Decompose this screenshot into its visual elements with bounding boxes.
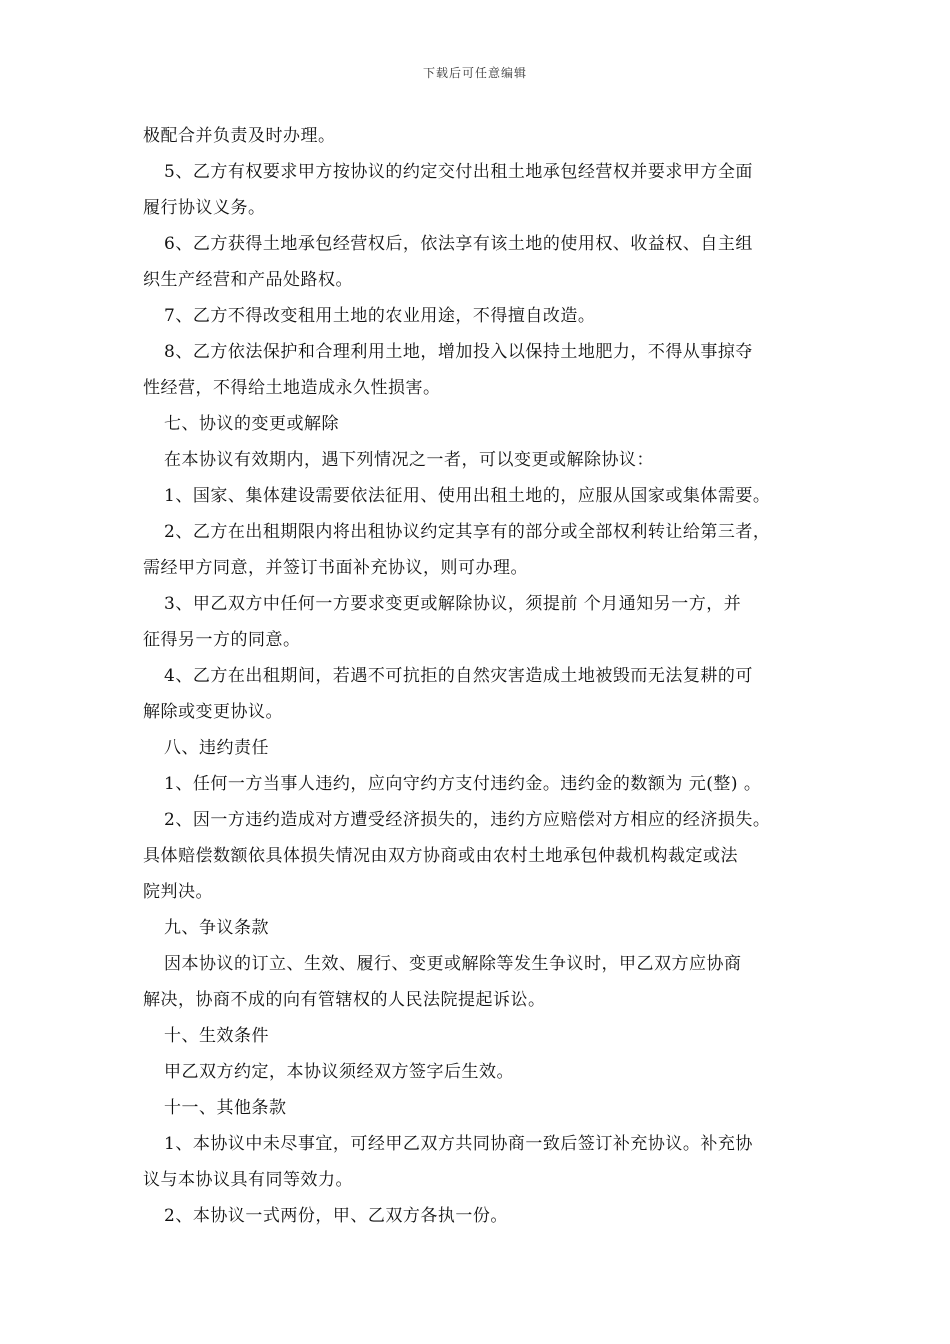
- text-line: 具体赔偿数额依具体损失情况由双方协商或由农村土地承包仲裁机构裁定或法: [143, 846, 738, 866]
- text-line: 九、争议条款: [164, 918, 269, 938]
- text-line: 6、乙方获得土地承包经营权后，依法享有该土地的使用权、收益权、自主组: [164, 234, 753, 254]
- text-line: 极配合并负责及时办理。: [143, 126, 336, 146]
- text-line: 2、因一方违约造成对方遭受经济损失的，违约方应赔偿对方相应的经济损失。: [164, 810, 771, 830]
- text-line: 2、本协议一式两份，甲、乙双方各执一份。: [164, 1206, 508, 1226]
- text-line: 甲乙双方约定，本协议须经双方签字后生效。: [164, 1062, 514, 1082]
- text-line: 7、乙方不得改变租用土地的农业用途，不得擅自改造。: [164, 306, 596, 326]
- text-line: 性经营，不得给土地造成永久性损害。: [143, 378, 441, 398]
- text-line: 1、本协议中未尽事宜，可经甲乙双方共同协商一致后签订补充协议。补充协: [164, 1134, 753, 1154]
- text-line: 2、乙方在出租期限内将出租协议约定其享有的部分或全部权利转让给第三者，: [164, 522, 771, 542]
- page-header: 下载后可任意编辑: [422, 66, 527, 80]
- text-line: 1、国家、集体建设需要依法征用、使用出租土地的，应服从国家或集体需要。: [164, 486, 771, 506]
- text-line: 织生产经营和产品处路权。: [143, 270, 353, 290]
- text-line: 1、任何一方当事人违约，应向守约方支付违约金。违约金的数额为 元(整) 。: [164, 774, 762, 794]
- text-line: 3、甲乙双方中任何一方要求变更或解除协议，须提前 个月通知另一方，并: [164, 594, 742, 614]
- text-line: 需经甲方同意，并签订书面补充协议，则可办理。: [143, 558, 528, 578]
- text-line: 十、生效条件: [164, 1026, 269, 1046]
- text-line: 解决，协商不成的向有管辖权的人民法院提起诉讼。: [143, 990, 546, 1010]
- text-line: 4、乙方在出租期间，若遇不可抗拒的自然灾害造成土地被毁而无法复耕的可: [164, 666, 753, 686]
- text-line: 5、乙方有权要求甲方按协议的约定交付出租土地承包经营权并要求甲方全面: [164, 162, 753, 182]
- text-line: 八、违约责任: [164, 738, 269, 758]
- text-line: 因本协议的订立、生效、履行、变更或解除等发生争议时，甲乙双方应协商: [164, 954, 742, 974]
- text-line: 十一、其他条款: [164, 1098, 287, 1118]
- text-line: 征得另一方的同意。: [143, 630, 301, 650]
- text-line: 院判决。: [143, 882, 213, 902]
- text-line: 七、协议的变更或解除: [164, 414, 339, 434]
- text-line: 在本协议有效期内，遇下列情况之一者，可以变更或解除协议：: [164, 450, 654, 470]
- text-line: 履行协议义务。: [143, 198, 266, 218]
- text-line: 解除或变更协议。: [143, 702, 283, 722]
- text-line: 议与本协议具有同等效力。: [143, 1170, 353, 1190]
- text-line: 8、乙方依法保护和合理利用土地，增加投入以保持土地肥力，不得从事掠夺: [164, 342, 753, 362]
- document-body: [143, 118, 823, 1234]
